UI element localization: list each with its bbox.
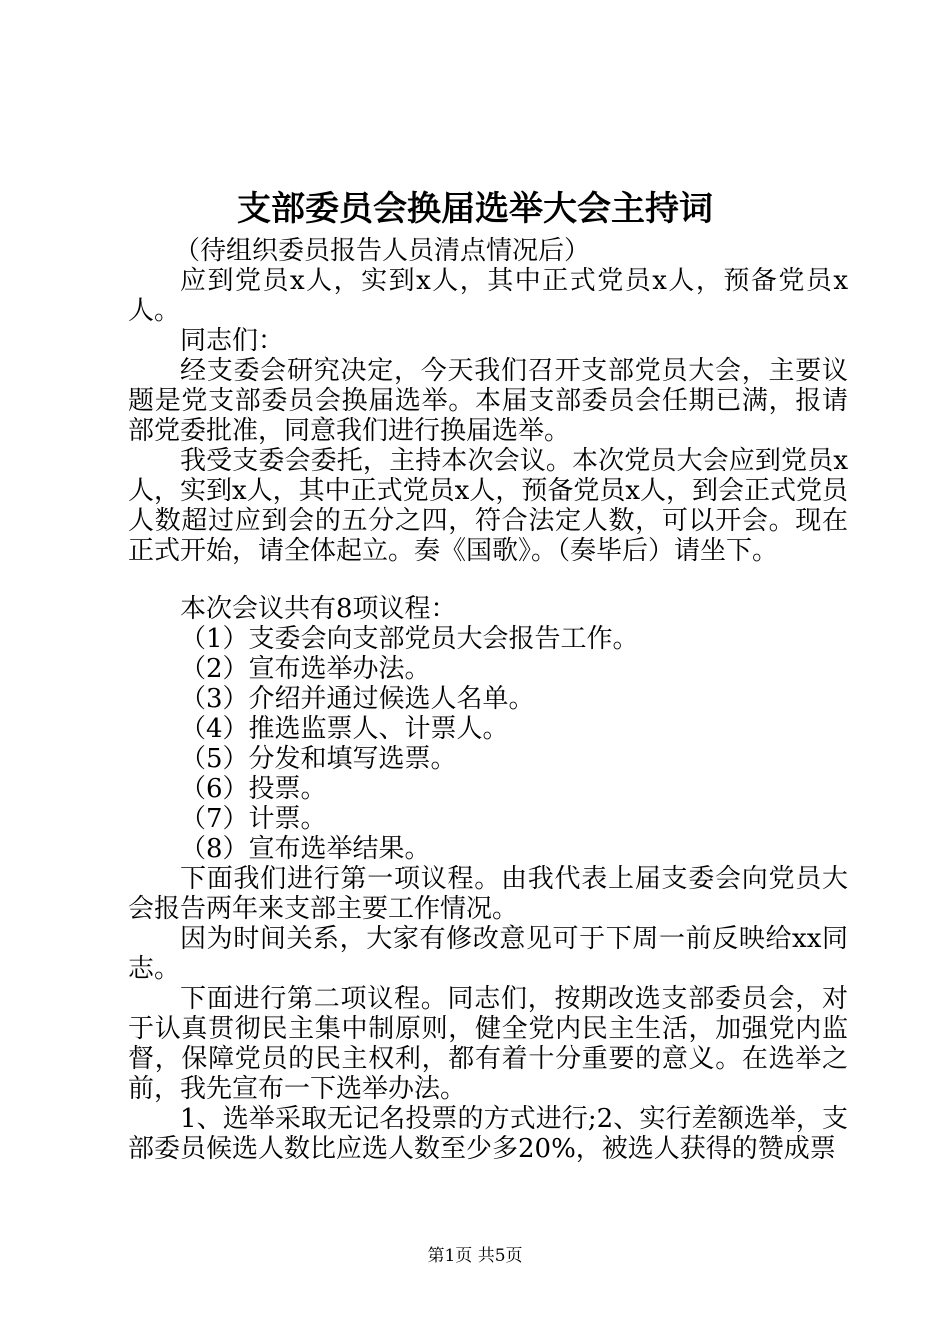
paragraph: 因为时间关系，大家有修改意见可于下周一前反映给xx同志。 (128, 924, 848, 984)
agenda-item: （4）推选监票人、计票人。 (180, 714, 509, 744)
agenda-item: （6）投票。 (180, 774, 327, 804)
paragraph: 1、选举采取无记名投票的方式进行;2、实行差额选举，支部委员候选人数比应选人数至少多20%，被选人获得的赞成票 (128, 1104, 848, 1164)
agenda-item: （1）支委会向支部党员大会报告工作。 (180, 624, 639, 654)
document-title: 支部委员会换届选举大会主持词 (237, 189, 713, 229)
agenda-item: （8）宣布选举结果。 (180, 834, 431, 864)
agenda-item: （2）宣布选举办法。 (180, 654, 431, 684)
paragraph: 同志们： (180, 326, 285, 356)
paragraph: 本次会议共有8项议程： (180, 594, 457, 624)
paragraph: 经支委会研究决定，今天我们召开支部党员大会，主要议题是党支部委员会换届选举。本届支部委员会任期已满，报请部党委批准，同意我们进行换届选举。 (128, 356, 848, 446)
agenda-item: （5）分发和填写选票。 (180, 744, 457, 774)
paragraph: （待组织委员报告人员清点情况后） (174, 236, 591, 266)
paragraph: 应到党员x人，实到x人，其中正式党员x人，预备党员x人。 (128, 266, 848, 326)
agenda-item: （7）计票。 (180, 804, 327, 834)
document-body (128, 236, 848, 1164)
paragraph: 下面进行第二项议程。同志们，按期改选支部委员会，对于认真贯彻民主集中制原则，健全党内民主生活，加强党内监督，保障党员的民主权利，都有着十分重要的意义。在选举之前，我先宣布一下选举办法。 (128, 984, 848, 1104)
paragraph: 下面我们进行第一项议程。由我代表上届支委会向党员大会报告两年来支部主要工作情况。 (128, 864, 848, 924)
page-footer: 第1页 共5页 (427, 1246, 523, 1266)
paragraph: 我受支委会委托，主持本次会议。本次党员大会应到党员x人，实到x人，其中正式党员x人，预备党员x人，到会正式党员人数超过应到会的五分之四，符合法定人数，可以开会。现在正式开始，请全体起立。奏《国歌》。（奏毕后）请坐下。 (128, 446, 848, 566)
agenda-item: （3）介绍并通过候选人名单。 (180, 684, 535, 714)
